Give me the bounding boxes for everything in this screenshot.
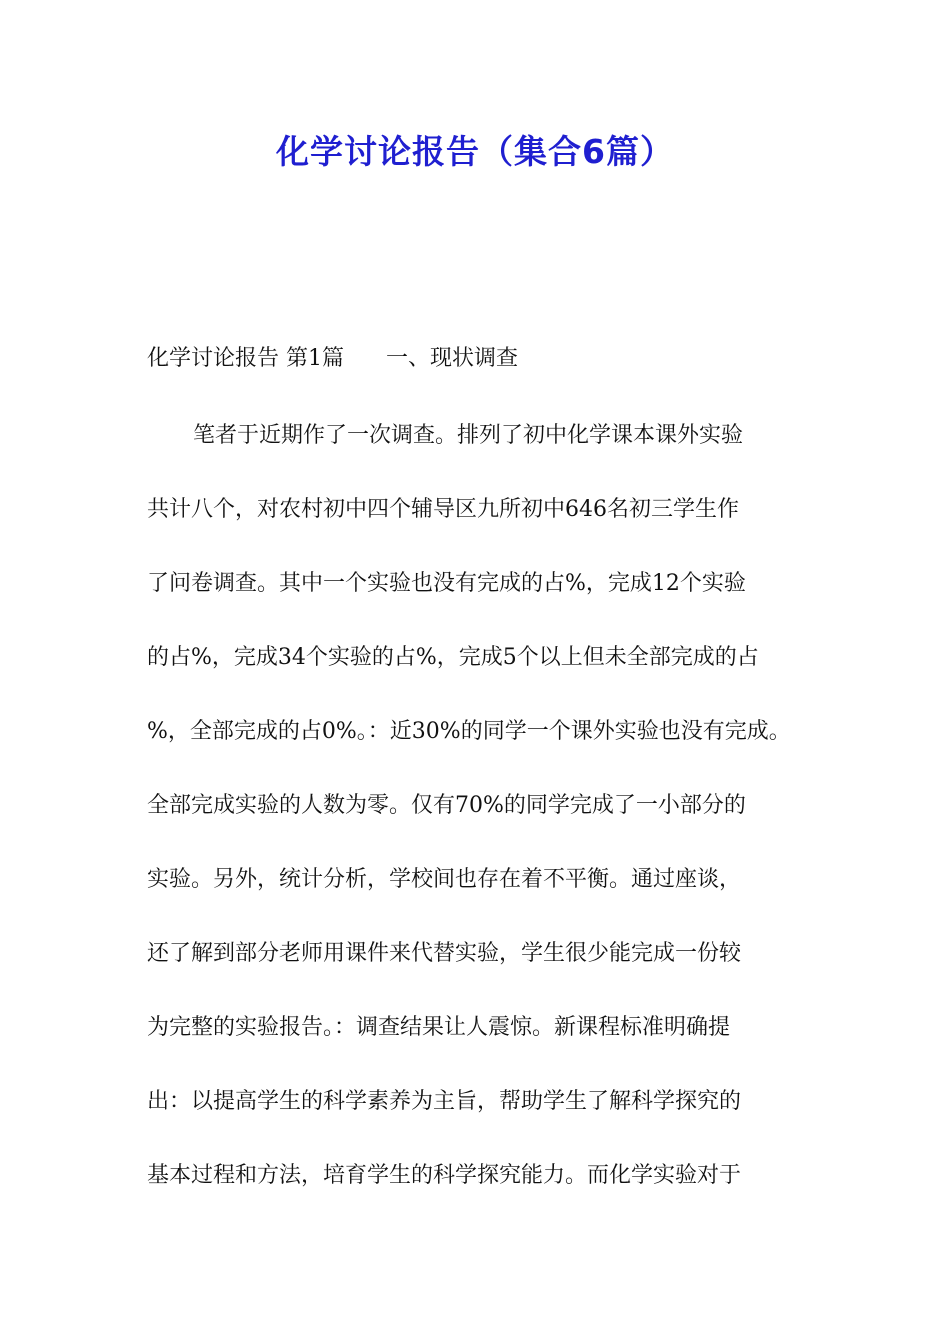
paragraph-line: 为完整的实验报告。：调查结果让人震惊。新课程标准明确提	[147, 1015, 731, 1040]
section-heading: 化学讨论报告 第1篇 一、现状调查	[147, 346, 518, 371]
paragraph-line: 还了解到部分老师用课件来代替实验，学生很少能完成一份较	[147, 941, 742, 966]
paragraph-line: 笔者于近期作了一次调查。排列了初中化学课本课外实验	[193, 423, 744, 448]
paragraph-line: 基本过程和方法，培育学生的科学探究能力。而化学实验对于	[147, 1163, 742, 1188]
paragraph-line: 全部完成实验的人数为零。仅有70%的同学完成了一小部分的	[147, 793, 746, 818]
paragraph-line: 出：以提高学生的科学素养为主旨，帮助学生了解科学探究的	[147, 1089, 742, 1114]
paragraph-line: 实验。另外，统计分析，学校间也存在着不平衡。通过座谈，	[147, 867, 742, 892]
document-title: 化学讨论报告（集合6篇）	[276, 132, 674, 171]
paragraph-line: %，全部完成的占0%。：近30%的同学一个课外实验也没有完成。	[147, 719, 791, 744]
paragraph-line: 了问卷调查。其中一个实验也没有完成的占%，完成12个实验	[147, 571, 746, 596]
paragraph-line: 的占%，完成34个实验的占%，完成5个以上但未全部完成的占	[147, 645, 759, 670]
paragraph-line: 共计八个，对农村初中四个辅导区九所初中646名初三学生作	[147, 497, 739, 522]
